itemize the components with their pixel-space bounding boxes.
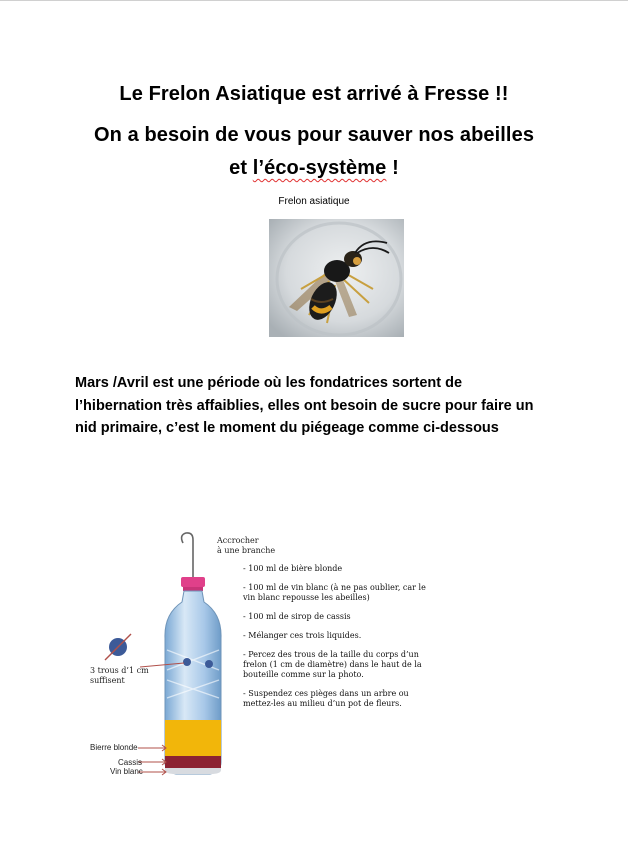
trap-diagram — [80, 530, 450, 780]
cassis-label: Cassis — [118, 758, 143, 767]
spellcheck-marked-word: l’éco-système — [252, 157, 387, 179]
instruction-step: - Percez des trous de la taille du corps d’un frelon (1 cm de diamètre) dans le haut de la bouteille comme sur la photo. — [243, 650, 422, 679]
arrow-cassis — [138, 759, 166, 765]
intro-paragraph — [75, 372, 575, 440]
photo-caption: Frelon asiatique — [278, 196, 350, 207]
hornet-photo — [269, 219, 404, 337]
hang-label: Accrocher à une branche — [217, 536, 276, 555]
holes-label: 3 trous d’1 cm suffisent — [90, 666, 149, 685]
instruction-step: - Mélanger ces trois liquides. — [243, 631, 362, 640]
wine-layer — [165, 768, 221, 774]
intro-line: nid primaire, c’est le moment du piégeage comme ci-dessous — [75, 420, 499, 436]
instruction-step: - 100 ml de bière blonde — [243, 564, 343, 573]
intro-line: l’hibernation très affaiblies, elles ont besoin de sucre pour faire un — [75, 397, 534, 414]
page-subtitle-line2 — [0, 157, 628, 180]
subtitle-suffix: ! — [386, 157, 399, 179]
instruction-step: - Suspendez ces pièges dans un arbre ou mettez-les au milieu d’un pot de fleurs. — [243, 689, 409, 708]
subtitle-prefix: et — [229, 157, 253, 179]
hornet-illustration — [269, 219, 404, 337]
trap-instructions — [243, 564, 433, 718]
beer-label: Bierre blonde — [90, 743, 138, 752]
hook-wire — [182, 533, 193, 578]
instruction-step: - 100 ml de sirop de cassis — [243, 612, 351, 621]
page-top-border — [0, 0, 628, 1]
page-subtitle: On a besoin de vous pour sauver nos abeilles — [93, 124, 535, 146]
page-title: Le Frelon Asiatique est arrivé à Fresse !! — [119, 83, 509, 105]
arrow-beer — [138, 745, 166, 751]
bottle-cap — [181, 577, 205, 587]
hole-marker — [183, 658, 191, 666]
instruction-step: - 100 ml de vin blanc (à ne pas oublier, car le vin blanc repousse les abeilles) — [243, 583, 426, 602]
intro-line: Mars /Avril est une période où les fondatrices sortent de — [75, 375, 463, 391]
wine-label: Vin blanc — [110, 767, 143, 776]
beer-layer — [165, 720, 221, 756]
hole-marker — [205, 660, 213, 668]
cassis-layer — [165, 756, 221, 768]
